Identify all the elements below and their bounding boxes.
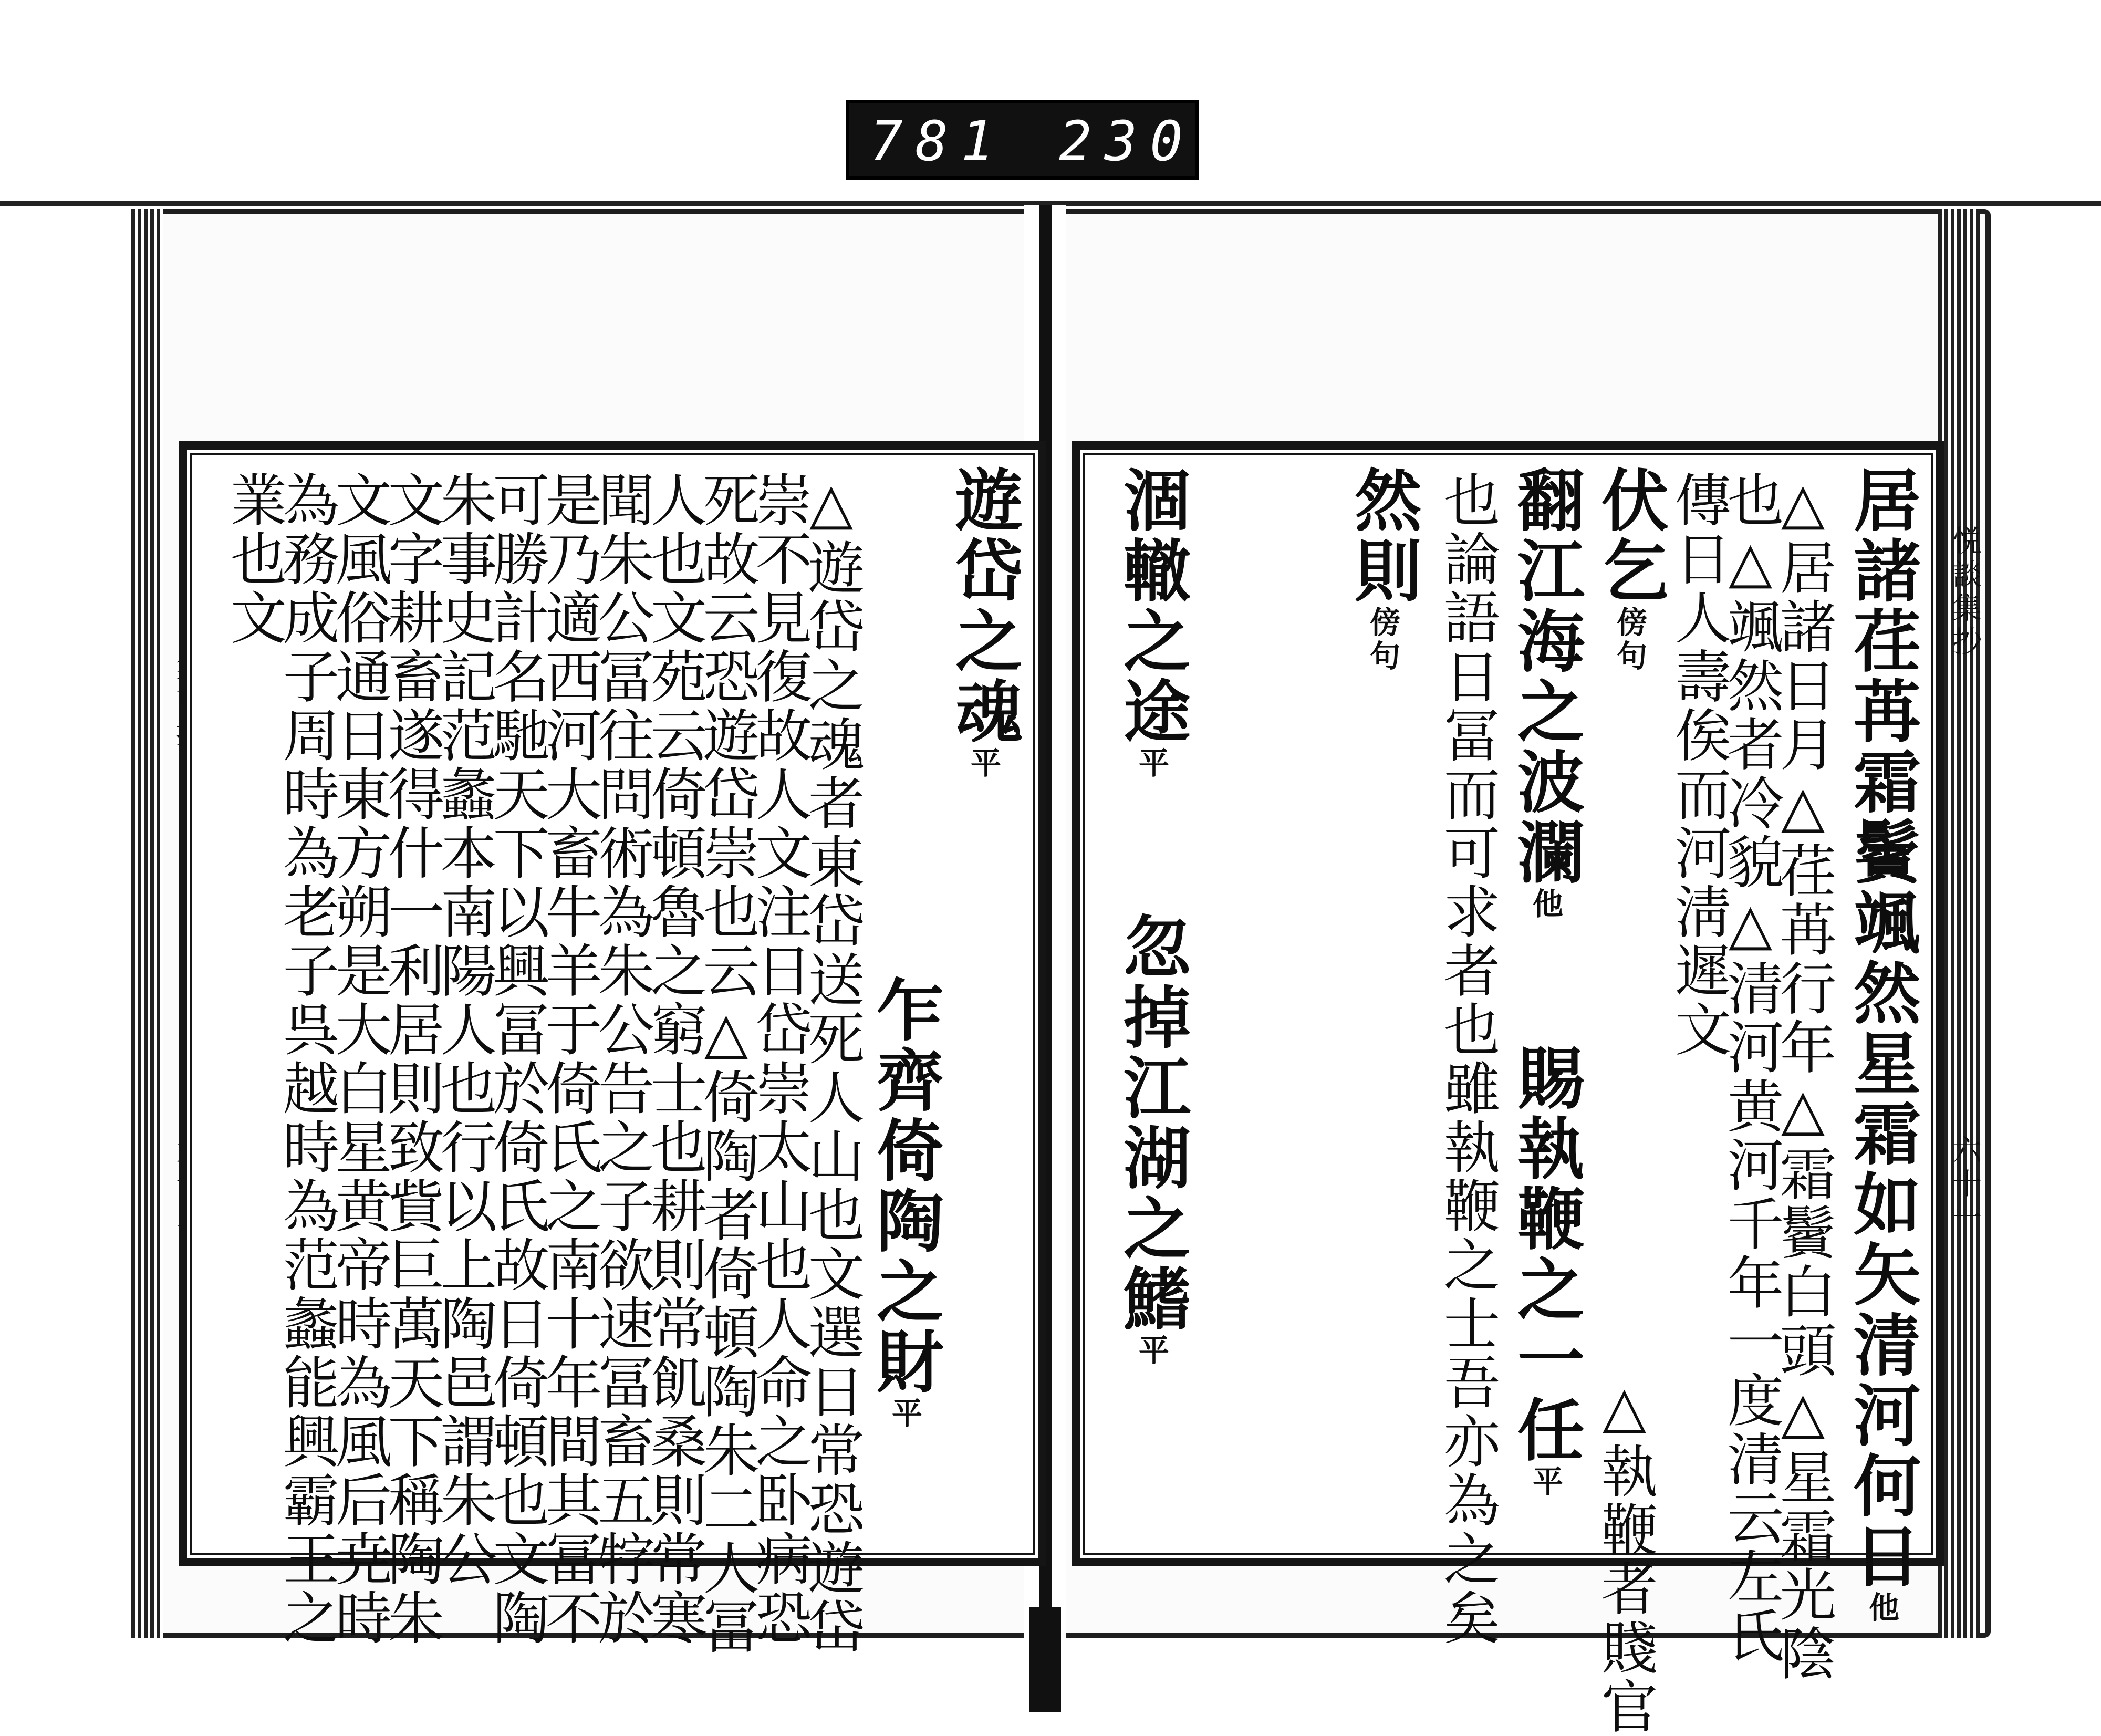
- text-column: 人也文苑云倚頓魯之窮士也耕則常飢桑則常寒: [641, 471, 706, 1647]
- right-margin-title: 悦談集抄: [1948, 525, 1982, 660]
- text-column: 崇不見復故人文注日岱崇太山也人命之卧病恐: [746, 471, 812, 1647]
- text-column: 也論語日冨而可求者也雖執鞭之士吾亦為之矣: [1434, 471, 1500, 1647]
- right-margin-folio: 六十一: [1948, 1135, 1982, 1235]
- left-page: [179, 441, 1046, 1656]
- text-column: 文字耕畜遂得什一利居則致貲巨萬天下稱陶朱: [378, 471, 444, 1647]
- film-frame-label: [846, 100, 1241, 180]
- gutter-foot: [1029, 1607, 1061, 1712]
- heading-column: 乍齊倚陶之財平: [865, 975, 944, 1431]
- heading-column: 涸轍之途平: [1112, 465, 1191, 781]
- heading-column: 忽掉江湖之鰭平: [1112, 912, 1191, 1368]
- heading-column: 翻江海之波瀾他: [1506, 465, 1585, 921]
- heading-column: 然則傍句: [1343, 465, 1422, 673]
- text-column: △遊岱之魂者東岱送死人山也文選日常恐遊岱: [798, 471, 864, 1656]
- heading-column: 遊岱之魂平: [944, 465, 1023, 781]
- right-page: [1072, 441, 1944, 1736]
- text-column: 聞朱公冨往問術為朱公告之子欲速冨畜五牸於: [588, 471, 654, 1647]
- frame-number-left: 781: [870, 109, 1006, 173]
- heading-column: 居諸荏苒霜鬢颯然星霜如矢清河何日他: [1842, 465, 1921, 1625]
- text-column: 朱事史記范蠡本南陽人也行以上陶邑謂朱公: [431, 471, 496, 1588]
- heading-column: 賜執鞭之一任平: [1506, 1043, 1585, 1499]
- fore-edge-left: [131, 209, 163, 1638]
- text-column: 可勝計名馳天下以興冨於倚氏故日倚頓也文陶: [483, 471, 549, 1647]
- text-column: △居諸日月△荏苒行年△霜鬢白頭△星霜光陰: [1770, 471, 1836, 1683]
- frame-number-right: 230.: [1059, 109, 1241, 173]
- text-column: 也△颯然者冷貌△清河黄河千年一度清云左氏: [1718, 471, 1783, 1665]
- fore-edge-right: [1938, 209, 1980, 1638]
- text-column: 是乃適西河大畜牛羊于倚氏之南十年間其冨不: [536, 471, 601, 1647]
- text-column: 傳日人壽俟而河淸遲文: [1665, 471, 1731, 1059]
- text-column: 業也文: [221, 471, 286, 647]
- heading-column: 伏乞傍句: [1590, 465, 1669, 673]
- text-column: △執鞭者賤官: [1592, 1374, 1657, 1736]
- text-column: 死故云恐遊岱崇也云△倚陶者倚頓陶朱二人冨: [693, 471, 759, 1656]
- text-column: 文風俗通日東方朔是大白星黄帝時為風后尭時: [326, 471, 391, 1647]
- text-column: 為務成子周時為老子呉越時為范蠡能興霸王之: [273, 471, 339, 1647]
